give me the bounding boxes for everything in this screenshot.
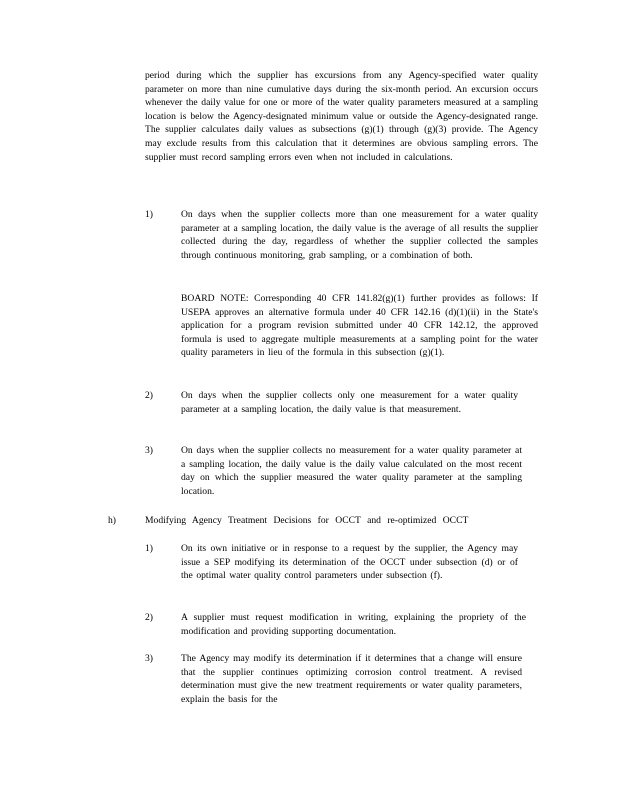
section-heading: Modifying Agency Treatment Decisions for OCCT and re-optimized OCCT xyxy=(145,515,469,526)
item-text: On its own initiative or in response to a request by the supplier, the Agency may issue a SEP modifying its determination of the OCCT under subsection (d) or of the optimal water quality control parameters under subsection (f). xyxy=(181,543,518,582)
item-text: On days when the supplier collects no measurement for a water quality parameter at a sampling location, the daily value is the daily value calculated on the most recent day on which the supplier measured the water quality parameter at the sampling location. xyxy=(181,445,522,497)
intro-paragraph: period during which the supplier has excursions from any Agency-specified water quality parameter on more than nine cumulative days during the six-month period. An excursion occurs whenever the daily value for one or more of the water quality parameters measured at a sampling location is below the Agency-designated minimum value or outside the Agency-designated range. The supplier calculates daily values as subsections (g)(1) through (g)(3) provide. The Agency may exclude results from this calculation that it determines are obvious sampling errors. The supplier must record sampling errors even when not included in calculations. xyxy=(145,70,538,163)
item-text: The Agency may modify its determination if it determines that a change will ensure that the supplier continues optimizing corrosion control treatment. A revised determination must give the new treatment requirements or water quality parameters, explain the basis for the xyxy=(181,653,522,705)
section-label: h) xyxy=(108,515,116,526)
item-text: On days when the supplier collects only one measurement for a water quality parameter at a sampling location, the daily value is that measurement. xyxy=(181,390,518,415)
item-label: 3) xyxy=(145,445,153,456)
item-label: 1) xyxy=(145,543,153,554)
item-text: A supplier must request modification in writing, explaining the propriety of the modification and providing supporting documentation. xyxy=(181,612,526,637)
item-label: 3) xyxy=(145,653,153,664)
board-note: BOARD NOTE: Corresponding 40 CFR 141.82(g)(1) further provides as follows: If USEPA approves an alternative formula under 40 CFR 142.16 (d)(1)(ii) in the State's application for a program revision submitted under 40 CFR 142.12, the approved formula is used to aggregate multiple measurements at a sampling point for the water quality parameters in lieu of the formula in this subsection (g)(1). xyxy=(181,293,538,359)
item-text: On days when the supplier collects more than one measurement for a water quality parameter at a sampling location, the daily value is the average of all results the supplier collected during the day, regardless of whether the supplier collected the samples through continuous monitoring, grab sampling, or a combination of both. xyxy=(181,209,538,261)
item-label: 2) xyxy=(145,612,153,623)
item-label: 1) xyxy=(145,209,153,220)
item-label: 2) xyxy=(145,390,153,401)
